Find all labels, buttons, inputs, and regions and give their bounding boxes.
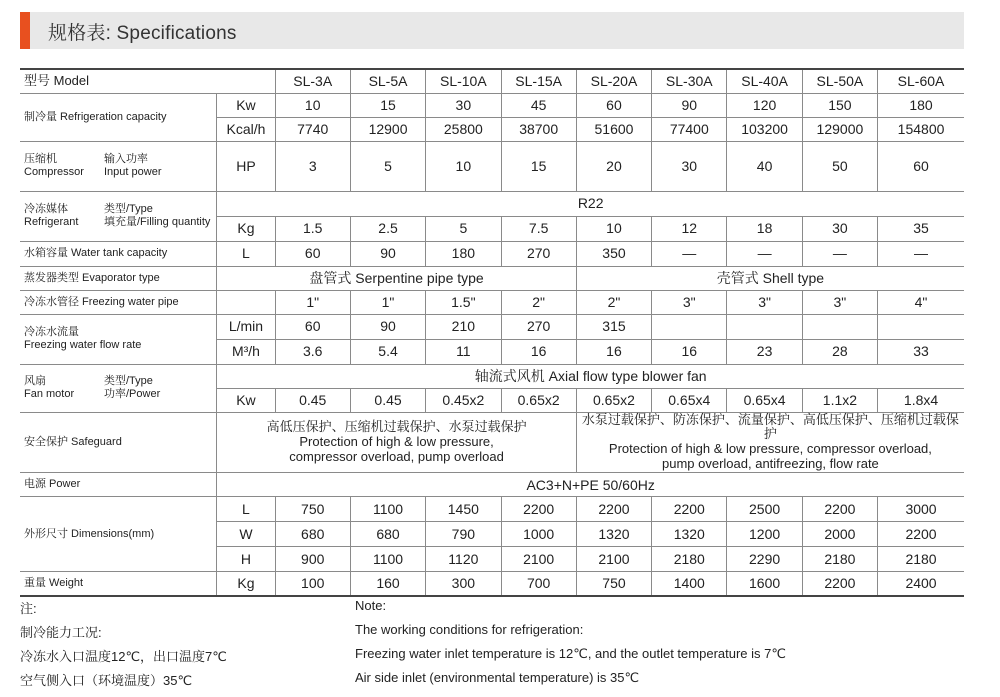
- value-cell: 0.45x2: [426, 388, 501, 412]
- weight-label: 重量 Weight: [20, 572, 217, 596]
- value-cell: —: [878, 241, 964, 266]
- specifications-table: [20, 68, 964, 597]
- unit-cell: Kw: [217, 93, 275, 117]
- value-cell: 3: [275, 141, 350, 191]
- value-cell: 315: [576, 314, 651, 339]
- value-cell: 30: [652, 141, 727, 191]
- value-cell: 16: [576, 339, 651, 364]
- value-cell: 2180: [802, 547, 877, 572]
- fan-label-en: Fan motor: [24, 388, 75, 400]
- model-cell: SL-40A: [727, 69, 802, 93]
- value-cell: 2290: [727, 547, 802, 572]
- value-cell: 2180: [652, 547, 727, 572]
- value-cell: 35: [878, 216, 964, 241]
- note-cn-line: 制冷能力工况:: [20, 625, 102, 640]
- value-cell: 1": [350, 290, 425, 314]
- refrigeration-capacity-row: [20, 93, 964, 117]
- value-cell: 790: [426, 522, 501, 547]
- value-cell: 7740: [275, 117, 350, 141]
- value-cell: 210: [426, 314, 501, 339]
- value-cell: 1200: [727, 522, 802, 547]
- value-cell: 4": [878, 290, 964, 314]
- value-cell: 0.65x2: [501, 388, 576, 412]
- value-cell: 2200: [878, 522, 964, 547]
- note-en-line: The working conditions for refrigeration:: [355, 622, 584, 637]
- value-cell: 129000: [802, 117, 877, 141]
- power-label: 电源 Power: [20, 473, 217, 497]
- freezing-pipe-row: [20, 290, 964, 314]
- value-cell: 3000: [878, 497, 964, 522]
- refrigerant-type-value: R22: [217, 191, 964, 216]
- fan-power-label: 功率/Power: [104, 388, 161, 400]
- value-cell: 2": [576, 290, 651, 314]
- compressor-label: [20, 141, 217, 191]
- value-cell: 2200: [802, 572, 877, 596]
- value-cell: 60: [275, 314, 350, 339]
- model-cell: SL-60A: [878, 69, 964, 93]
- flow-rate-label: [20, 314, 217, 364]
- flow-rate-label-en: Freezing water flow rate: [24, 339, 142, 351]
- value-cell: 350: [576, 241, 651, 266]
- unit-cell: M³/h: [217, 339, 275, 364]
- value-cell: 1.5: [275, 216, 350, 241]
- page-title: 规格表: Specifications: [48, 23, 237, 44]
- value-cell: 900: [275, 547, 350, 572]
- value-cell: 1400: [652, 572, 727, 596]
- value-cell: 1.1x2: [802, 388, 877, 412]
- refrigerant-type-label: 类型/Type: [104, 203, 153, 216]
- value-cell: 90: [350, 241, 425, 266]
- value-cell: 2200: [501, 497, 576, 522]
- value-cell: 2200: [652, 497, 727, 522]
- note-en-line: Note:: [355, 598, 387, 613]
- fan-label-cn: 风扇: [24, 375, 46, 388]
- value-cell: 180: [878, 93, 964, 117]
- value-cell: 0.65x4: [727, 388, 802, 412]
- value-cell: 3.6: [275, 339, 350, 364]
- value-cell: 1": [275, 290, 350, 314]
- model-cell: SL-10A: [426, 69, 501, 93]
- value-cell: 15: [350, 93, 425, 117]
- safeguard-right-en2: pump overload, antifreezing, flow rate: [662, 456, 879, 472]
- value-cell: 38700: [501, 117, 576, 141]
- value-cell: 60: [275, 241, 350, 266]
- value-cell: [727, 314, 802, 339]
- refrigerant-fill-label: 填充量/Filling quantity: [104, 216, 211, 228]
- fan-type-row: [20, 364, 964, 388]
- flow-rate-lmin-row: [20, 314, 964, 339]
- value-cell: —: [727, 241, 802, 266]
- unit-cell: W: [217, 522, 275, 547]
- value-cell: 160: [350, 572, 425, 596]
- model-cell: SL-50A: [802, 69, 877, 93]
- value-cell: 10: [426, 141, 501, 191]
- value-cell: 20: [576, 141, 651, 191]
- weight-row: [20, 572, 964, 596]
- value-cell: 16: [501, 339, 576, 364]
- note-cn-line: 冷冻水入口温度12℃，出口温度7℃: [20, 649, 227, 664]
- value-cell: 2.5: [350, 216, 425, 241]
- freezing-pipe-label: 冷冻水管径 Freezing water pipe: [20, 290, 217, 314]
- safeguard-row: [20, 412, 964, 473]
- value-cell: 100: [275, 572, 350, 596]
- value-cell: 2500: [727, 497, 802, 522]
- value-cell: 2": [501, 290, 576, 314]
- value-cell: 1.8x4: [878, 388, 964, 412]
- note-en-line: Air side inlet (environmental temperature) is 35℃: [355, 670, 640, 685]
- unit-cell: H: [217, 547, 275, 572]
- evaporator-label: 蒸发器类型 Evaporator type: [20, 266, 217, 290]
- value-cell: 40: [727, 141, 802, 191]
- refrigerant-type-row: [20, 191, 964, 216]
- value-cell: 1320: [652, 522, 727, 547]
- value-cell: 3": [802, 290, 877, 314]
- value-cell: 12900: [350, 117, 425, 141]
- unit-cell: L: [217, 497, 275, 522]
- value-cell: [802, 314, 877, 339]
- value-cell: 2100: [576, 547, 651, 572]
- compressor-row: [20, 141, 964, 191]
- unit-cell: L: [217, 241, 275, 266]
- power-row: [20, 473, 964, 497]
- value-cell: 103200: [727, 117, 802, 141]
- unit-cell: Kw: [217, 388, 275, 412]
- value-cell: 680: [350, 522, 425, 547]
- value-cell: 51600: [576, 117, 651, 141]
- refrigerant-label-cn: 冷冻媒体: [24, 203, 68, 216]
- value-cell: 28: [802, 339, 877, 364]
- value-cell: 50: [802, 141, 877, 191]
- safeguard-left: [217, 412, 576, 473]
- value-cell: 1450: [426, 497, 501, 522]
- model-label: 型号 Model: [20, 69, 275, 93]
- value-cell: 7.5: [501, 216, 576, 241]
- unit-cell: Kcal/h: [217, 117, 275, 141]
- value-cell: —: [802, 241, 877, 266]
- value-cell: 270: [501, 314, 576, 339]
- model-cell: SL-30A: [652, 69, 727, 93]
- compressor-sub-en: Input power: [104, 166, 162, 178]
- value-cell: 60: [576, 93, 651, 117]
- note-cn-line: 注:: [20, 601, 37, 616]
- model-cell: SL-20A: [576, 69, 651, 93]
- value-cell: 5.4: [350, 339, 425, 364]
- value-cell: 180: [426, 241, 501, 266]
- value-cell: 120: [727, 93, 802, 117]
- fan-motor-label: [20, 364, 217, 412]
- value-cell: 700: [501, 572, 576, 596]
- value-cell: 12: [652, 216, 727, 241]
- unit-cell: [217, 290, 275, 314]
- value-cell: 16: [652, 339, 727, 364]
- value-cell: 3": [727, 290, 802, 314]
- value-cell: 154800: [878, 117, 964, 141]
- model-row: [20, 69, 964, 93]
- value-cell: 15: [501, 141, 576, 191]
- value-cell: 90: [350, 314, 425, 339]
- safeguard-right-cn: 水泵过载保护、防冻保护、流量保护、高低压保护、压缩机过载保护: [581, 411, 959, 442]
- compressor-sub-cn: 输入功率: [104, 153, 148, 166]
- value-cell: 60: [878, 141, 964, 191]
- value-cell: 90: [652, 93, 727, 117]
- value-cell: 77400: [652, 117, 727, 141]
- value-cell: 0.65x2: [576, 388, 651, 412]
- value-cell: 2000: [802, 522, 877, 547]
- compressor-label-cn: 压缩机: [24, 153, 57, 166]
- value-cell: 150: [802, 93, 877, 117]
- value-cell: 1320: [576, 522, 651, 547]
- safeguard-left-cn: 高低压保护、压缩机过载保护、水泵过载保护: [266, 418, 527, 434]
- evaporator-row: [20, 266, 964, 290]
- unit-cell: Kg: [217, 216, 275, 241]
- value-cell: 0.45: [275, 388, 350, 412]
- value-cell: 45: [501, 93, 576, 117]
- value-cell: 1000: [501, 522, 576, 547]
- value-cell: 1.5": [426, 290, 501, 314]
- fan-type-value: 轴流式风机 Axial flow type blower fan: [217, 364, 964, 388]
- value-cell: 270: [501, 241, 576, 266]
- note-en-line: Freezing water inlet temperature is 12℃, and the outlet temperature is 7℃: [355, 646, 786, 661]
- value-cell: [652, 314, 727, 339]
- value-cell: 30: [802, 216, 877, 241]
- value-cell: 5: [350, 141, 425, 191]
- unit-cell: L/min: [217, 314, 275, 339]
- model-cell: SL-15A: [501, 69, 576, 93]
- title-accent-bar: [20, 12, 30, 49]
- power-value: AC3+N+PE 50/60Hz: [217, 473, 964, 497]
- value-cell: 10: [576, 216, 651, 241]
- safeguard-left-en1: Protection of high & low pressure,: [299, 433, 494, 449]
- value-cell: 3": [652, 290, 727, 314]
- value-cell: 1100: [350, 497, 425, 522]
- value-cell: 2180: [878, 547, 964, 572]
- notes: [20, 596, 964, 696]
- refrigerant-label: [20, 191, 217, 241]
- unit-cell: HP: [217, 141, 275, 191]
- value-cell: 10: [275, 93, 350, 117]
- value-cell: 0.65x4: [652, 388, 727, 412]
- value-cell: 2400: [878, 572, 964, 596]
- value-cell: 750: [576, 572, 651, 596]
- evaporator-serpentine: 盘管式 Serpentine pipe type: [217, 266, 576, 290]
- water-tank-label: 水箱容量 Water tank capacity: [20, 241, 217, 266]
- safeguard-right: [576, 412, 964, 473]
- safeguard-right-en1: Protection of high & low pressure, compressor overload,: [608, 441, 932, 457]
- value-cell: 1120: [426, 547, 501, 572]
- model-cell: SL-5A: [350, 69, 425, 93]
- value-cell: 2200: [576, 497, 651, 522]
- value-cell: 680: [275, 522, 350, 547]
- model-cell: SL-3A: [275, 69, 350, 93]
- value-cell: 11: [426, 339, 501, 364]
- value-cell: 5: [426, 216, 501, 241]
- value-cell: [878, 314, 964, 339]
- value-cell: 1100: [350, 547, 425, 572]
- value-cell: 2200: [802, 497, 877, 522]
- value-cell: 30: [426, 93, 501, 117]
- compressor-label-en: Compressor: [24, 166, 84, 178]
- evaporator-shell: 壳管式 Shell type: [576, 266, 964, 290]
- value-cell: 750: [275, 497, 350, 522]
- safeguard-label: 安全保护 Safeguard: [20, 412, 217, 473]
- value-cell: 300: [426, 572, 501, 596]
- unit-cell: Kg: [217, 572, 275, 596]
- value-cell: 33: [878, 339, 964, 364]
- value-cell: —: [652, 241, 727, 266]
- value-cell: 0.45: [350, 388, 425, 412]
- flow-rate-label-cn: 冷冻水流量: [24, 326, 79, 339]
- value-cell: 23: [727, 339, 802, 364]
- dimensions-l-row: [20, 497, 964, 522]
- safeguard-left-en2: compressor overload, pump overload: [289, 448, 504, 464]
- dimensions-label: 外形尺寸 Dimensions(mm): [20, 497, 217, 572]
- water-tank-row: [20, 241, 964, 266]
- value-cell: 18: [727, 216, 802, 241]
- value-cell: 25800: [426, 117, 501, 141]
- value-cell: 2100: [501, 547, 576, 572]
- refrigerant-label-en: Refrigerant: [24, 216, 79, 228]
- title-bar: [20, 12, 964, 49]
- value-cell: 1600: [727, 572, 802, 596]
- refrigeration-capacity-label: 制冷量 Refrigeration capacity: [20, 93, 217, 141]
- fan-type-label: 类型/Type: [104, 375, 153, 388]
- note-cn-line: 空气侧入口（环境温度）35℃: [20, 673, 193, 688]
